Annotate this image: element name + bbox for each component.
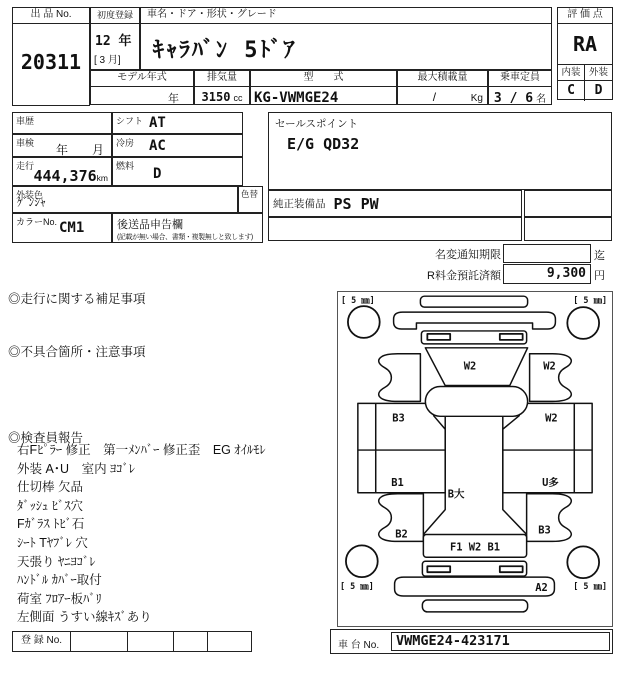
displacement-box (194, 70, 250, 105)
registration-no-cell (208, 632, 251, 651)
history-box (12, 112, 112, 134)
aircon-label: 冷房 (116, 138, 135, 148)
inspector-line: ﾀﾞｯｼｭ ﾋﾞｽ穴 (17, 498, 83, 513)
recycle-fee-value: 9,300 (546, 266, 586, 281)
color-change-box (238, 186, 263, 213)
max-load-box (397, 70, 488, 105)
grade-value: RA (572, 32, 598, 56)
grade-label: 評 価 点 (558, 8, 612, 24)
wheel-rear-left (348, 306, 380, 338)
oem-equipment-extra-row (268, 217, 522, 241)
fuel-label: 燃料 (116, 161, 135, 171)
color-no-value: CM1 (59, 220, 85, 236)
damage-right-front-fender: B3 (538, 524, 551, 537)
registration-no-cell (71, 632, 128, 651)
damage-left-front-door: B1 (391, 476, 404, 489)
rear-door-glass-shape (425, 348, 527, 386)
wheel-front-right (567, 546, 599, 578)
exterior-label: 外装 (588, 67, 608, 78)
shift-value: AT (149, 115, 166, 131)
inspector-report-lines (17, 441, 266, 627)
lot-number-box (12, 7, 90, 106)
car-damage-diagram (337, 291, 613, 627)
mileage-value: 444,376 (33, 167, 97, 185)
head-light-right (500, 566, 523, 572)
name-change-deadline-field (503, 244, 591, 263)
later-items-note: (記載が無い場合、書類・複製無しと致します) (117, 234, 253, 241)
capacity-unit: 名 (536, 94, 547, 105)
oem-equipment-box (268, 190, 522, 217)
aircon-value: AC (149, 138, 166, 154)
later-items-box (112, 213, 263, 243)
color-no-label: カラーNo. (16, 217, 58, 227)
first-registration-box (90, 7, 140, 70)
wheel-front-left (346, 545, 378, 577)
car-name-value: ｷｬﾗﾊﾞﾝ 5ﾄﾞｱ (153, 38, 297, 63)
color-change-label: 色替 (241, 189, 259, 199)
registration-no-label: 登 録 No. (13, 632, 71, 651)
registration-no-cell (128, 632, 174, 651)
damage-rear-quarter-right: W2 (543, 360, 556, 373)
left-rear-quarter-shape (379, 354, 421, 402)
damage-left-front-fender: B2 (395, 528, 408, 541)
damage-right-front-panel: U多 (542, 476, 559, 489)
wheel-rear-right (567, 307, 599, 339)
damage-right-rear-panel: W2 (545, 412, 558, 425)
first-registration-month: [ 3 月] (94, 55, 121, 66)
tail-light-left (427, 334, 450, 340)
history-label: 車歴 (16, 116, 35, 126)
damage-rear-glass: W2 (463, 360, 477, 373)
recycle-fee-field (503, 264, 591, 284)
lot-number-value: 20311 (20, 50, 82, 74)
model-code-value: KG-VWMGE24 (254, 90, 339, 106)
car-name-label: 車名・ドア・形状・グレード (141, 8, 551, 24)
interior-label: 内装 (558, 65, 585, 80)
rear-roof-spoiler-shape (420, 296, 527, 307)
oem-equipment-value: PS PW (333, 194, 379, 213)
chassis-no-value: VWMGE24-423171 (396, 633, 510, 649)
registration-no-cell (174, 632, 208, 651)
model-year-value: 年 (168, 93, 179, 105)
name-change-deadline-suffix: 迄 (594, 250, 605, 262)
rear-bumper-shape (394, 312, 556, 329)
damage-front-bumper: A2 (535, 582, 548, 595)
model-code-box (250, 70, 397, 105)
lot-number-label: 出 品 No. (13, 8, 89, 24)
damage-left-rear-panel: B3 (392, 412, 405, 425)
inspector-report-title: ◎検査員報告 (8, 431, 84, 445)
first-registration-label: 初度登録 (91, 8, 139, 24)
fuel-value: D (153, 166, 162, 182)
inspector-line: 天張り ﾔﾆﾖｺﾞﾚ (17, 554, 96, 569)
tread-depth-bottom-left: [ 5 ㎜] (339, 581, 374, 592)
chassis-no-field (391, 632, 610, 651)
model-year-label: モデル年式 (91, 71, 193, 87)
inspector-line: 左側面 うすい線ｷｽﾞあり (17, 610, 152, 625)
mileage-notes-title: ◎走行に関する補足事項 (8, 292, 146, 306)
registration-no-table (12, 631, 252, 652)
mileage-box (12, 157, 112, 186)
inspection-value: 年 月 (55, 143, 104, 157)
shift-label: シフト (116, 116, 144, 126)
side-box-row1 (524, 190, 612, 217)
inspector-line: Fｶﾞﾗｽ ﾄﾋﾞ石 (17, 517, 85, 532)
exterior-color-value: ｹﾞﾝｼｬ (17, 197, 46, 209)
capacity-value: 3 / 6 (493, 91, 534, 106)
oem-equipment-label: 純正装備品 (273, 198, 326, 210)
inspector-line: 仕切棒 欠品 (17, 480, 83, 495)
inspection-box (12, 134, 112, 157)
model-code-label: 型 式 (251, 71, 396, 87)
tread-depth-bottom-right: [ 5 ㎜] (573, 581, 608, 592)
model-year-box (90, 70, 194, 105)
sales-point-box (268, 112, 612, 190)
later-items-label: 後送品申告欄 (117, 219, 183, 231)
side-box-row2 (524, 217, 612, 241)
displacement-label: 排気量 (195, 71, 249, 87)
car-name-box (140, 7, 552, 70)
max-load-label: 最大積載量 (398, 71, 487, 87)
damage-windshield: F1 W2 B1 (449, 541, 501, 554)
first-registration-year: 12 年 (95, 34, 132, 49)
max-load-unit: Kg (470, 93, 483, 104)
chassis-no-box (330, 629, 613, 654)
shift-box (112, 112, 243, 134)
mileage-label: 走行 (16, 161, 35, 171)
exterior-color-label: 外装色 (16, 190, 44, 200)
sales-point-value: E/G QD32 (287, 135, 360, 153)
inspector-line: 荷室 ﾌﾛｱｰ板ﾊﾞﾘ (17, 591, 102, 606)
tread-depth-top-right: [ 5 ㎜] (573, 295, 608, 306)
recycle-fee-label: R料金預託済額 (427, 270, 501, 282)
displacement-value: 3150 (201, 90, 231, 104)
inspector-line: ｼｰﾄ Tﾔﾌﾞﾚ 穴 (17, 535, 88, 550)
inspection-label: 車検 (16, 138, 35, 148)
tread-depth-top-left: [ 5 ㎜] (340, 295, 375, 306)
sales-point-label: セールスポイント (275, 118, 359, 130)
max-load-value: / (432, 90, 437, 104)
inspector-line: ﾊﾝﾄﾞﾙ ｶﾊﾞｰ取付 (17, 573, 102, 588)
recycle-fee-unit: 円 (594, 270, 605, 282)
defects-title: ◎不具合箇所・注意事項 (8, 345, 146, 359)
inspector-line: 右Fﾋﾟﾗｰ 修正 第一ﾒﾝﾊﾞｰ 修正歪 EG ｵｲﾙﾓﾚ (17, 443, 266, 457)
damage-roof: B大 (447, 488, 465, 501)
color-no-box (12, 213, 112, 243)
head-light-left (427, 566, 450, 572)
fuel-box (112, 157, 243, 186)
tail-light-right (500, 334, 523, 340)
interior-grade: C (558, 81, 585, 101)
roof-front-edge-shape (425, 387, 527, 417)
capacity-box (488, 70, 552, 105)
mileage-unit: km (96, 173, 108, 183)
displacement-unit: cc (233, 93, 243, 103)
name-change-deadline-label: 名変通知期限 (435, 249, 501, 261)
front-bumper-shape (395, 577, 555, 596)
exterior-grade: D (594, 83, 603, 98)
inspector-line: 外装 A･U 室内 ﾖｺﾞﾚ (17, 461, 136, 476)
capacity-label: 乗車定員 (489, 71, 551, 87)
chassis-no-label: 車 台 No. (338, 640, 380, 651)
aircon-box (112, 134, 243, 157)
grade-box (557, 7, 613, 100)
exterior-color-box (12, 186, 238, 213)
front-under-bar-shape (422, 600, 527, 612)
